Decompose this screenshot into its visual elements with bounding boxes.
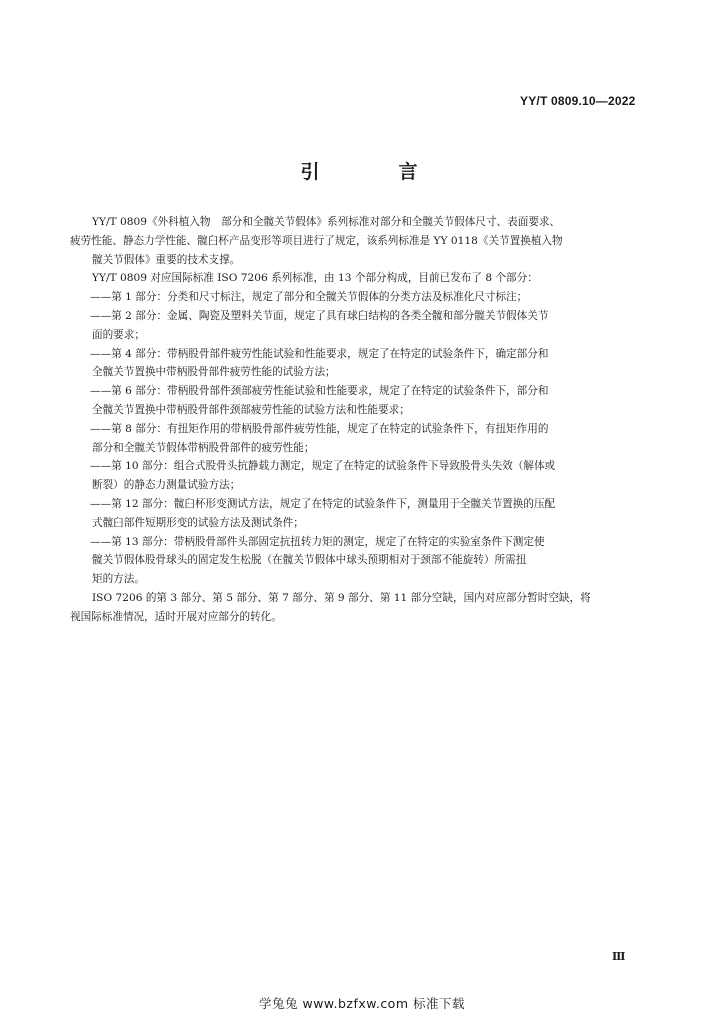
paragraph-line: ——第 1 部分：分类和尺寸标注，规定了部分和全髋关节假体的分类方法及标准化尺寸标注； [90,291,528,304]
paragraph-line: ——第 10 部分：组合式股骨头抗静载力测定，规定了在特定的试验条件下导致股骨头失效（解体或 [90,460,556,473]
paragraph-line: 髋关节假体》重要的技术支撑。 [92,253,241,266]
paragraph-line: YY/T 0809《外科植入物 部分和全髋关节假体》系列标准对部分和全髋关节假体尺寸、表面要求、 [92,216,561,228]
paragraph-line: 全髋关节置换中带柄股骨部件颈部疲劳性能的试验方法和性能要求； [92,404,410,416]
paragraph-line: ——第 12 部分：髋臼杯形变测试方法，规定了在特定的试验条件下，测量用于全髋关节置换的压配 [90,498,556,510]
standard-code: YY/T 0809.10—2022 [520,94,636,108]
paragraph-line: 式髋臼部件短期形变的试验方法及测试条件； [92,516,304,529]
paragraph-line: ——第 6 部分：带柄股骨部件颈部疲劳性能试验和性能要求，规定了在特定的试验条件下，部分和 [90,385,549,398]
paragraph-line: YY/T 0809 对应国际标准 ISO 7206 系列标准，由 13 个部分构成，目前已发布了 8 个部分： [92,272,538,285]
paragraph-line: 视国际标准情况，适时开展对应部分的转化。 [70,610,282,623]
paragraph-line: 矩的方法。 [92,573,145,586]
paragraph-line: ——第 2 部分：金属、陶瓷及塑料关节面，规定了具有球臼结构的各类全髋和部分髋关节假体关节 [90,310,549,322]
paragraph-line: 断裂）的静态力测量试验方法； [92,479,241,492]
paragraph-line: 髋关节假体股骨球头的固定发生松脱（在髋关节假体中球头预期相对于颈部不能旋转）所需扭 [92,554,527,567]
paragraph-line: ISO 7206 的第 3 部分、第 5 部分、第 7 部分、第 9 部分、第 11 部分空缺，国内对应部分暂时空缺，将 [92,592,591,604]
paragraph-line: ——第 8 部分：有扭矩作用的带柄股骨部件疲劳性能，规定了在特定的试验条件下，有扭矩作用的 [90,422,549,435]
paragraph-line: 疲劳性能、静态力学性能、髋臼杯产品变形等项目进行了规定，该系列标准是 YY 0118《关节置换植入物 [70,234,563,247]
page-number: Ⅲ [612,950,626,963]
paragraph-line: 部分和全髋关节假体带柄股骨部件的疲劳性能； [92,441,315,454]
paragraph-line: 全髋关节置换中带柄股骨部件疲劳性能的试验方法； [92,366,336,379]
paragraph-line: 面的要求； [92,328,145,341]
footer-watermark: 学兔兔 www.bzfxw.com 标准下载 [259,996,465,1011]
paragraph-line: ——第 4 部分：带柄股骨部件疲劳性能试验和性能要求，规定了在特定的试验条件下，确定部分和 [90,347,549,360]
paragraph-line: ——第 13 部分：带柄股骨部件头部固定抗扭转力矩的测定，规定了在特定的实验室条件下测定使 [90,535,545,548]
page-title: 引 言 [300,161,448,183]
